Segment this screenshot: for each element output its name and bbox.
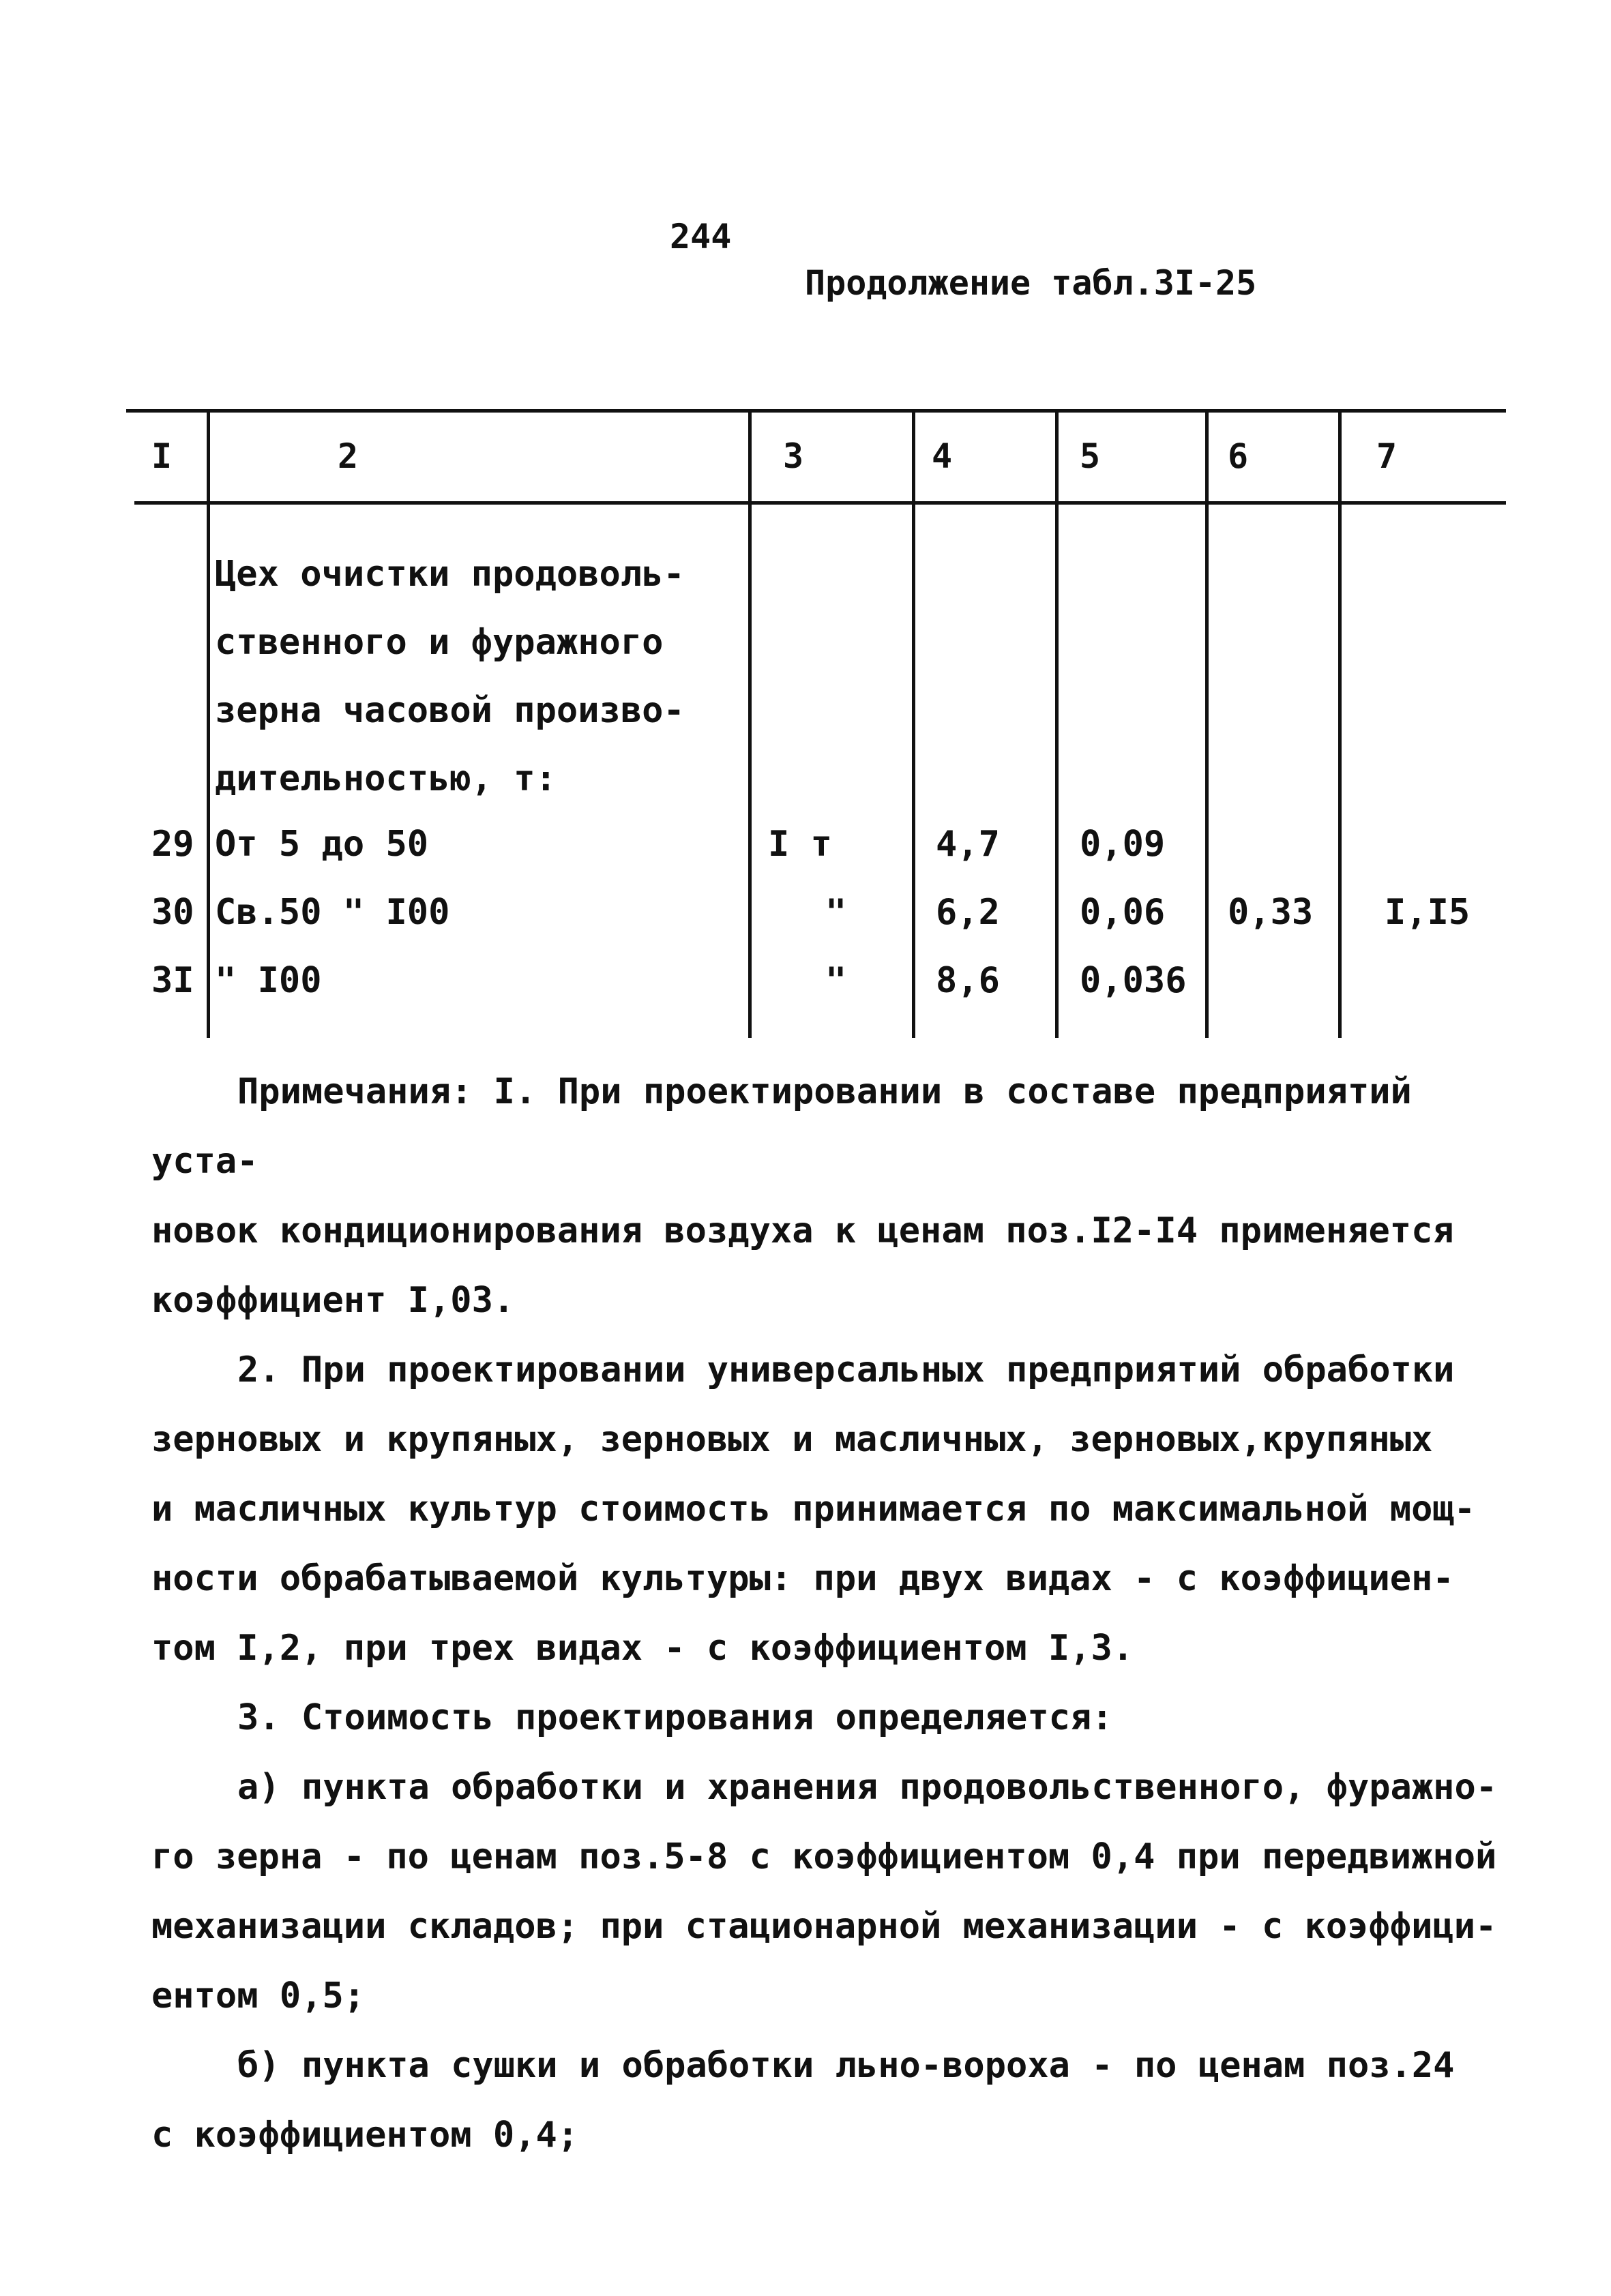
note-line: го зерна - по ценам поз.5-8 с коэффициентом 0,4 при передвижной (151, 1836, 1497, 1877)
page-number: 244 (670, 217, 732, 256)
table-header-cell: 2 (338, 436, 359, 476)
row-unit-price: 0,036 (1080, 960, 1187, 1001)
note-line: а) пункта обработки и хранения продовольственного, фуражно- (237, 1767, 1498, 1808)
table-caption: Продолжение табл.3I-25 (805, 263, 1257, 303)
group-label-line: зерна часовой произво- (215, 690, 685, 731)
row-position: 3I (151, 960, 194, 1001)
table-header-cell: 3 (783, 436, 804, 476)
note-line: механизации складов; при стационарной механизации - с коэффици- (151, 1906, 1497, 1947)
shared-col6-value: 0,33 (1228, 892, 1314, 933)
column-divider (748, 412, 752, 1038)
shared-col7-value: I,I5 (1385, 892, 1470, 933)
row-name: " I00 (215, 960, 322, 1001)
row-base-price: 8,6 (936, 960, 1000, 1001)
note-line: новок кондиционирования воздуха к ценам поз.I2-I4 применяется (151, 1210, 1454, 1251)
note-line: ентом 0,5; (151, 1976, 366, 2016)
note-line: ности обрабатываемой культуры: при двух видах - с коэффициен- (151, 1558, 1454, 1599)
notes-block (151, 1057, 1505, 2170)
table-header-cell: 5 (1080, 436, 1101, 476)
table-header-cell: 7 (1376, 436, 1398, 476)
note-line: с коэффициентом 0,4; (151, 2115, 579, 2156)
note-line: 2. При проектировании универсальных предприятий обработки (237, 1350, 1455, 1390)
row-position: 29 (151, 824, 194, 865)
column-divider (912, 412, 915, 1038)
note-line: 3. Стоимость проектирования определяется: (237, 1697, 1113, 1738)
column-divider (1338, 412, 1342, 1038)
row-unit: " (825, 960, 847, 1001)
column-divider (207, 412, 210, 1038)
row-unit-price: 0,09 (1080, 824, 1166, 865)
row-unit: " (825, 892, 847, 933)
note-line: Примечания: I. При проектировании в составе предприятий уста- (151, 1071, 1412, 1182)
row-base-price: 4,7 (936, 824, 1000, 865)
note-line: б) пункта сушки и обработки льно-вороха - по ценам поз.24 (237, 2045, 1455, 2086)
header-bottom-rule (134, 501, 1506, 505)
note-line: и масличных культур стоимость принимается по максимальной мощ- (151, 1489, 1476, 1530)
group-label-line: дительностью, т: (215, 758, 557, 799)
row-unit-price: 0,06 (1080, 892, 1166, 933)
column-divider (1205, 412, 1209, 1038)
note-line: том I,2, при трех видах - с коэффициентом I,3. (151, 1628, 1134, 1669)
table-header-cell: I (151, 436, 173, 476)
note-line: зерновых и крупяных, зерновых и масличных, зерновых,крупяных (151, 1419, 1433, 1460)
row-name: Св.50 " I00 (215, 892, 450, 933)
row-unit: I т (768, 824, 832, 865)
group-label-line: ственного и фуражного (215, 622, 664, 663)
column-divider (1055, 412, 1059, 1038)
table-top-rule (126, 409, 1506, 413)
table-header-cell: 6 (1228, 436, 1249, 476)
row-position: 30 (151, 892, 194, 933)
note-line: коэффициент I,03. (151, 1280, 515, 1321)
row-base-price: 6,2 (936, 892, 1000, 933)
group-label-line: Цех очистки продоволь- (215, 554, 685, 595)
table-header-cell: 4 (932, 436, 953, 476)
row-name: От 5 до 50 (215, 824, 429, 865)
